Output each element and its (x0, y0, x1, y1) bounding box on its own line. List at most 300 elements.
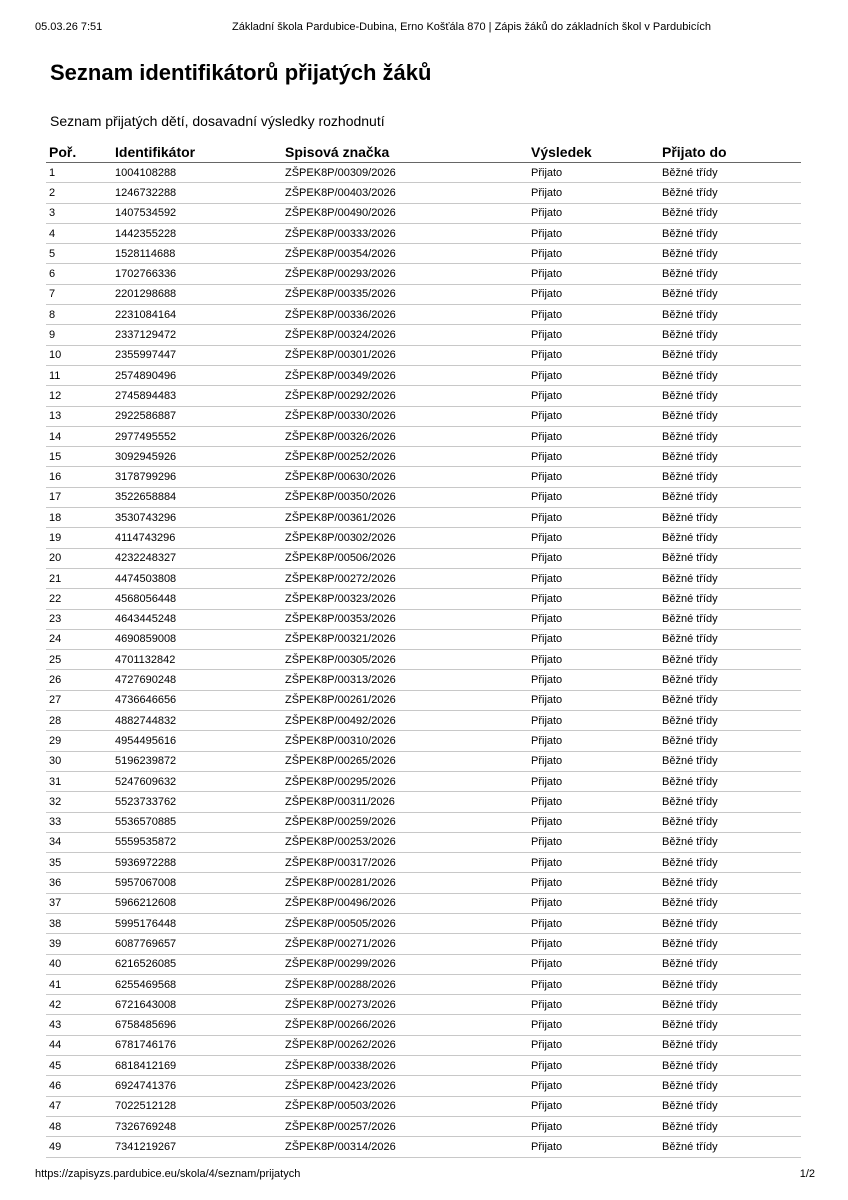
cell-order: 15 (46, 447, 112, 467)
cell-admitted-to: Běžné třídy (659, 1096, 801, 1116)
cell-result: Přijato (528, 751, 659, 771)
cell-file-number: ZŠPEK8P/00496/2026 (282, 893, 528, 913)
cell-admitted-to: Běžné třídy (659, 589, 801, 609)
cell-result: Přijato (528, 974, 659, 994)
cell-result: Přijato (528, 873, 659, 893)
cell-admitted-to: Běžné třídy (659, 203, 801, 223)
cell-result: Přijato (528, 711, 659, 731)
cell-file-number: ZŠPEK8P/00333/2026 (282, 223, 528, 243)
cell-order: 16 (46, 467, 112, 487)
table-row (46, 264, 801, 284)
cell-file-number: ZŠPEK8P/00262/2026 (282, 1035, 528, 1055)
cell-admitted-to: Běžné třídy (659, 244, 801, 264)
cell-result: Přijato (528, 1096, 659, 1116)
cell-admitted-to: Běžné třídy (659, 568, 801, 588)
cell-result: Přijato (528, 954, 659, 974)
cell-admitted-to: Běžné třídy (659, 487, 801, 507)
cell-result: Přijato (528, 223, 659, 243)
cell-file-number: ZŠPEK8P/00292/2026 (282, 386, 528, 406)
cell-order: 23 (46, 609, 112, 629)
table-row (46, 386, 801, 406)
cell-order: 44 (46, 1035, 112, 1055)
cell-identifier: 2745894483 (112, 386, 282, 406)
cell-order: 7 (46, 284, 112, 304)
cell-result: Přijato (528, 264, 659, 284)
cell-admitted-to: Běžné třídy (659, 1035, 801, 1055)
cell-file-number: ZŠPEK8P/00253/2026 (282, 832, 528, 852)
table-row (46, 1096, 801, 1116)
cell-result: Přijato (528, 163, 659, 183)
cell-order: 25 (46, 650, 112, 670)
cell-identifier: 6818412169 (112, 1056, 282, 1076)
cell-file-number: ZŠPEK8P/00272/2026 (282, 568, 528, 588)
cell-order: 40 (46, 954, 112, 974)
cell-result: Přijato (528, 1056, 659, 1076)
cell-order: 43 (46, 1015, 112, 1035)
cell-identifier: 2337129472 (112, 325, 282, 345)
cell-order: 33 (46, 812, 112, 832)
cell-admitted-to: Běžné třídy (659, 163, 801, 183)
cell-identifier: 1442355228 (112, 223, 282, 243)
table-row (46, 609, 801, 629)
table-row (46, 284, 801, 304)
cell-admitted-to: Běžné třídy (659, 650, 801, 670)
cell-admitted-to: Běžné třídy (659, 345, 801, 365)
table-row (46, 690, 801, 710)
page-number: 1/2 (799, 1168, 815, 1180)
cell-file-number: ZŠPEK8P/00423/2026 (282, 1076, 528, 1096)
cell-order: 36 (46, 873, 112, 893)
cell-file-number: ZŠPEK8P/00361/2026 (282, 508, 528, 528)
cell-admitted-to: Běžné třídy (659, 447, 801, 467)
table-row (46, 934, 801, 954)
cell-file-number: ZŠPEK8P/00288/2026 (282, 974, 528, 994)
cell-file-number: ZŠPEK8P/00259/2026 (282, 812, 528, 832)
cell-identifier: 4114743296 (112, 528, 282, 548)
cell-order: 11 (46, 365, 112, 385)
cell-file-number: ZŠPEK8P/00492/2026 (282, 711, 528, 731)
cell-result: Přijato (528, 995, 659, 1015)
cell-identifier: 4882744832 (112, 711, 282, 731)
table-row (46, 893, 801, 913)
cell-file-number: ZŠPEK8P/00265/2026 (282, 751, 528, 771)
page-subtitle: Seznam přijatých dětí, dosavadní výsledky rozhodnutí (50, 113, 385, 129)
cell-result: Přijato (528, 731, 659, 751)
column-header-file-number: Spisová značka (282, 142, 528, 163)
cell-order: 5 (46, 244, 112, 264)
cell-file-number: ZŠPEK8P/00505/2026 (282, 913, 528, 933)
cell-order: 9 (46, 325, 112, 345)
cell-file-number: ZŠPEK8P/00273/2026 (282, 995, 528, 1015)
cell-order: 2 (46, 183, 112, 203)
column-header-result: Výsledek (528, 142, 659, 163)
cell-file-number: ZŠPEK8P/00261/2026 (282, 690, 528, 710)
cell-identifier: 4954495616 (112, 731, 282, 751)
cell-order: 1 (46, 163, 112, 183)
cell-result: Přijato (528, 913, 659, 933)
cell-order: 17 (46, 487, 112, 507)
cell-admitted-to: Běžné třídy (659, 995, 801, 1015)
cell-file-number: ZŠPEK8P/00309/2026 (282, 163, 528, 183)
cell-admitted-to: Běžné třídy (659, 893, 801, 913)
table-row (46, 447, 801, 467)
table-row (46, 812, 801, 832)
cell-admitted-to: Běžné třídy (659, 873, 801, 893)
cell-file-number: ZŠPEK8P/00323/2026 (282, 589, 528, 609)
cell-identifier: 5957067008 (112, 873, 282, 893)
cell-result: Přijato (528, 284, 659, 304)
table-row (46, 365, 801, 385)
cell-result: Přijato (528, 447, 659, 467)
cell-identifier: 1528114688 (112, 244, 282, 264)
table-body (46, 163, 801, 1158)
cell-order: 38 (46, 913, 112, 933)
cell-identifier: 1004108288 (112, 163, 282, 183)
cell-admitted-to: Běžné třídy (659, 406, 801, 426)
cell-file-number: ZŠPEK8P/00503/2026 (282, 1096, 528, 1116)
cell-identifier: 2201298688 (112, 284, 282, 304)
cell-order: 12 (46, 386, 112, 406)
cell-order: 3 (46, 203, 112, 223)
cell-result: Přijato (528, 1116, 659, 1136)
table-row (46, 426, 801, 446)
cell-identifier: 4690859008 (112, 629, 282, 649)
cell-result: Přijato (528, 853, 659, 873)
table-row (46, 873, 801, 893)
cell-result: Přijato (528, 1035, 659, 1055)
table-header-row (46, 142, 801, 163)
cell-result: Přijato (528, 629, 659, 649)
cell-admitted-to: Běžné třídy (659, 548, 801, 568)
table-row (46, 163, 801, 183)
cell-file-number: ZŠPEK8P/00293/2026 (282, 264, 528, 284)
cell-result: Přijato (528, 1015, 659, 1035)
cell-admitted-to: Běžné třídy (659, 629, 801, 649)
cell-file-number: ZŠPEK8P/00314/2026 (282, 1137, 528, 1157)
cell-result: Přijato (528, 528, 659, 548)
table-row (46, 325, 801, 345)
table-row (46, 1035, 801, 1055)
cell-admitted-to: Běžné třídy (659, 670, 801, 690)
cell-identifier: 5995176448 (112, 913, 282, 933)
cell-identifier: 5966212608 (112, 893, 282, 913)
cell-admitted-to: Běžné třídy (659, 711, 801, 731)
cell-result: Přijato (528, 812, 659, 832)
cell-result: Přijato (528, 183, 659, 203)
cell-result: Přijato (528, 508, 659, 528)
cell-admitted-to: Běžné třídy (659, 974, 801, 994)
table-row (46, 792, 801, 812)
cell-result: Přijato (528, 690, 659, 710)
table-row (46, 568, 801, 588)
cell-identifier: 6721643008 (112, 995, 282, 1015)
cell-result: Přijato (528, 589, 659, 609)
cell-file-number: ZŠPEK8P/00490/2026 (282, 203, 528, 223)
cell-file-number: ZŠPEK8P/00353/2026 (282, 609, 528, 629)
cell-file-number: ZŠPEK8P/00321/2026 (282, 629, 528, 649)
table-row (46, 1056, 801, 1076)
cell-result: Přijato (528, 670, 659, 690)
cell-identifier: 4643445248 (112, 609, 282, 629)
admitted-students-table (46, 142, 801, 1158)
cell-identifier: 6087769657 (112, 934, 282, 954)
table-row (46, 467, 801, 487)
table-row (46, 995, 801, 1015)
cell-result: Přijato (528, 893, 659, 913)
cell-admitted-to: Běžné třídy (659, 264, 801, 284)
cell-identifier: 6924741376 (112, 1076, 282, 1096)
cell-admitted-to: Běžné třídy (659, 183, 801, 203)
cell-identifier: 4736646656 (112, 690, 282, 710)
cell-admitted-to: Běžné třídy (659, 934, 801, 954)
table-row (46, 629, 801, 649)
cell-admitted-to: Běžné třídy (659, 832, 801, 852)
column-header-admitted-to: Přijato do (659, 142, 801, 163)
cell-admitted-to: Běžné třídy (659, 223, 801, 243)
table-row (46, 711, 801, 731)
cell-result: Přijato (528, 305, 659, 325)
cell-admitted-to: Běžné třídy (659, 913, 801, 933)
cell-admitted-to: Běžné třídy (659, 508, 801, 528)
cell-file-number: ZŠPEK8P/00335/2026 (282, 284, 528, 304)
cell-file-number: ZŠPEK8P/00271/2026 (282, 934, 528, 954)
table-row (46, 183, 801, 203)
cell-result: Přijato (528, 365, 659, 385)
cell-result: Přijato (528, 244, 659, 264)
cell-order: 34 (46, 832, 112, 852)
cell-file-number: ZŠPEK8P/00350/2026 (282, 487, 528, 507)
cell-identifier: 2355997447 (112, 345, 282, 365)
cell-result: Přijato (528, 548, 659, 568)
cell-result: Přijato (528, 467, 659, 487)
cell-admitted-to: Běžné třídy (659, 284, 801, 304)
cell-result: Přijato (528, 1076, 659, 1096)
cell-file-number: ZŠPEK8P/00252/2026 (282, 447, 528, 467)
cell-result: Přijato (528, 345, 659, 365)
cell-order: 10 (46, 345, 112, 365)
table-row (46, 954, 801, 974)
column-header-order: Poř. (46, 142, 112, 163)
table-row (46, 244, 801, 264)
cell-identifier: 2922586887 (112, 406, 282, 426)
table-row (46, 1116, 801, 1136)
cell-admitted-to: Běžné třídy (659, 954, 801, 974)
cell-order: 30 (46, 751, 112, 771)
cell-identifier: 6781746176 (112, 1035, 282, 1055)
cell-result: Přijato (528, 426, 659, 446)
cell-admitted-to: Běžné třídy (659, 305, 801, 325)
cell-identifier: 2574890496 (112, 365, 282, 385)
table-row (46, 1137, 801, 1157)
cell-file-number: ZŠPEK8P/00338/2026 (282, 1056, 528, 1076)
cell-order: 14 (46, 426, 112, 446)
table-row (46, 974, 801, 994)
cell-file-number: ZŠPEK8P/00281/2026 (282, 873, 528, 893)
cell-identifier: 2231084164 (112, 305, 282, 325)
cell-file-number: ZŠPEK8P/00310/2026 (282, 731, 528, 751)
table-row (46, 508, 801, 528)
cell-order: 19 (46, 528, 112, 548)
cell-file-number: ZŠPEK8P/00349/2026 (282, 365, 528, 385)
cell-admitted-to: Běžné třídy (659, 365, 801, 385)
cell-file-number: ZŠPEK8P/00336/2026 (282, 305, 528, 325)
cell-order: 6 (46, 264, 112, 284)
cell-admitted-to: Běžné třídy (659, 751, 801, 771)
cell-identifier: 4727690248 (112, 670, 282, 690)
cell-admitted-to: Běžné třídy (659, 1137, 801, 1157)
table-row (46, 731, 801, 751)
cell-result: Přijato (528, 832, 659, 852)
cell-admitted-to: Běžné třídy (659, 771, 801, 791)
cell-identifier: 3178799296 (112, 467, 282, 487)
cell-identifier: 1246732288 (112, 183, 282, 203)
cell-identifier: 4232248327 (112, 548, 282, 568)
table-row (46, 406, 801, 426)
cell-result: Přijato (528, 325, 659, 345)
cell-identifier: 7326769248 (112, 1116, 282, 1136)
cell-file-number: ZŠPEK8P/00266/2026 (282, 1015, 528, 1035)
cell-admitted-to: Běžné třídy (659, 812, 801, 832)
cell-admitted-to: Běžné třídy (659, 792, 801, 812)
cell-file-number: ZŠPEK8P/00295/2026 (282, 771, 528, 791)
cell-order: 37 (46, 893, 112, 913)
table-row (46, 305, 801, 325)
cell-order: 8 (46, 305, 112, 325)
cell-order: 41 (46, 974, 112, 994)
cell-result: Přijato (528, 609, 659, 629)
cell-file-number: ZŠPEK8P/00305/2026 (282, 650, 528, 670)
cell-admitted-to: Běžné třídy (659, 1056, 801, 1076)
cell-result: Přijato (528, 1137, 659, 1157)
cell-identifier: 5196239872 (112, 751, 282, 771)
table-row (46, 771, 801, 791)
table-row (46, 751, 801, 771)
cell-order: 46 (46, 1076, 112, 1096)
table-row (46, 1076, 801, 1096)
cell-identifier: 7341219267 (112, 1137, 282, 1157)
cell-file-number: ZŠPEK8P/00403/2026 (282, 183, 528, 203)
cell-admitted-to: Běžné třídy (659, 1015, 801, 1035)
cell-admitted-to: Běžné třídy (659, 731, 801, 751)
table-row (46, 853, 801, 873)
cell-admitted-to: Běžné třídy (659, 467, 801, 487)
cell-identifier: 6255469568 (112, 974, 282, 994)
cell-order: 47 (46, 1096, 112, 1116)
cell-identifier: 3530743296 (112, 508, 282, 528)
cell-identifier: 1702766336 (112, 264, 282, 284)
page-title: Seznam identifikátorů přijatých žáků (50, 60, 432, 85)
cell-result: Přijato (528, 650, 659, 670)
cell-admitted-to: Běžné třídy (659, 690, 801, 710)
cell-result: Přijato (528, 771, 659, 791)
cell-identifier: 4701132842 (112, 650, 282, 670)
cell-order: 28 (46, 711, 112, 731)
cell-order: 48 (46, 1116, 112, 1136)
table-row (46, 203, 801, 223)
cell-file-number: ZŠPEK8P/00311/2026 (282, 792, 528, 812)
table-row (46, 487, 801, 507)
cell-identifier: 5559535872 (112, 832, 282, 852)
cell-order: 18 (46, 508, 112, 528)
cell-identifier: 5536570885 (112, 812, 282, 832)
table-row (46, 670, 801, 690)
cell-admitted-to: Běžné třídy (659, 528, 801, 548)
cell-identifier: 3092945926 (112, 447, 282, 467)
print-header-title: Základní škola Pardubice-Dubina, Erno Košťála 870 | Zápis žáků do základních škol v Pardubicích (232, 21, 712, 33)
table-row (46, 650, 801, 670)
cell-file-number: ZŠPEK8P/00354/2026 (282, 244, 528, 264)
cell-admitted-to: Běžné třídy (659, 853, 801, 873)
cell-result: Přijato (528, 203, 659, 223)
column-header-identifier: Identifikátor (112, 142, 282, 163)
cell-order: 22 (46, 589, 112, 609)
cell-file-number: ZŠPEK8P/00313/2026 (282, 670, 528, 690)
cell-order: 32 (46, 792, 112, 812)
cell-file-number: ZŠPEK8P/00324/2026 (282, 325, 528, 345)
cell-identifier: 4474503808 (112, 568, 282, 588)
table-row (46, 589, 801, 609)
cell-order: 20 (46, 548, 112, 568)
cell-order: 35 (46, 853, 112, 873)
cell-order: 4 (46, 223, 112, 243)
cell-result: Přijato (528, 386, 659, 406)
table-row (46, 528, 801, 548)
cell-identifier: 5936972288 (112, 853, 282, 873)
cell-identifier: 4568056448 (112, 589, 282, 609)
cell-admitted-to: Běžné třídy (659, 1076, 801, 1096)
cell-file-number: ZŠPEK8P/00299/2026 (282, 954, 528, 974)
cell-file-number: ZŠPEK8P/00330/2026 (282, 406, 528, 426)
table-row (46, 223, 801, 243)
cell-identifier: 7022512128 (112, 1096, 282, 1116)
cell-admitted-to: Běžné třídy (659, 386, 801, 406)
cell-result: Přijato (528, 792, 659, 812)
cell-identifier: 5247609632 (112, 771, 282, 791)
cell-identifier: 3522658884 (112, 487, 282, 507)
table-row (46, 832, 801, 852)
cell-file-number: ZŠPEK8P/00301/2026 (282, 345, 528, 365)
page-url: https://zapisyzs.pardubice.eu/skola/4/seznam/prijatych (35, 1168, 301, 1180)
cell-order: 27 (46, 690, 112, 710)
cell-file-number: ZŠPEK8P/00317/2026 (282, 853, 528, 873)
cell-file-number: ZŠPEK8P/00506/2026 (282, 548, 528, 568)
cell-order: 49 (46, 1137, 112, 1157)
print-date: 05.03.26 7:51 (35, 21, 103, 33)
cell-file-number: ZŠPEK8P/00630/2026 (282, 467, 528, 487)
table-row (46, 548, 801, 568)
table-row (46, 345, 801, 365)
cell-order: 42 (46, 995, 112, 1015)
cell-identifier: 5523733762 (112, 792, 282, 812)
cell-order: 29 (46, 731, 112, 751)
table-row (46, 913, 801, 933)
cell-result: Přijato (528, 934, 659, 954)
cell-result: Přijato (528, 406, 659, 426)
cell-file-number: ZŠPEK8P/00257/2026 (282, 1116, 528, 1136)
cell-identifier: 1407534592 (112, 203, 282, 223)
table-row (46, 1015, 801, 1035)
cell-order: 21 (46, 568, 112, 588)
cell-file-number: ZŠPEK8P/00302/2026 (282, 528, 528, 548)
cell-admitted-to: Běžné třídy (659, 1116, 801, 1136)
cell-order: 45 (46, 1056, 112, 1076)
cell-order: 31 (46, 771, 112, 791)
cell-order: 24 (46, 629, 112, 649)
cell-admitted-to: Běžné třídy (659, 609, 801, 629)
cell-admitted-to: Běžné třídy (659, 325, 801, 345)
cell-order: 39 (46, 934, 112, 954)
cell-identifier: 6216526085 (112, 954, 282, 974)
